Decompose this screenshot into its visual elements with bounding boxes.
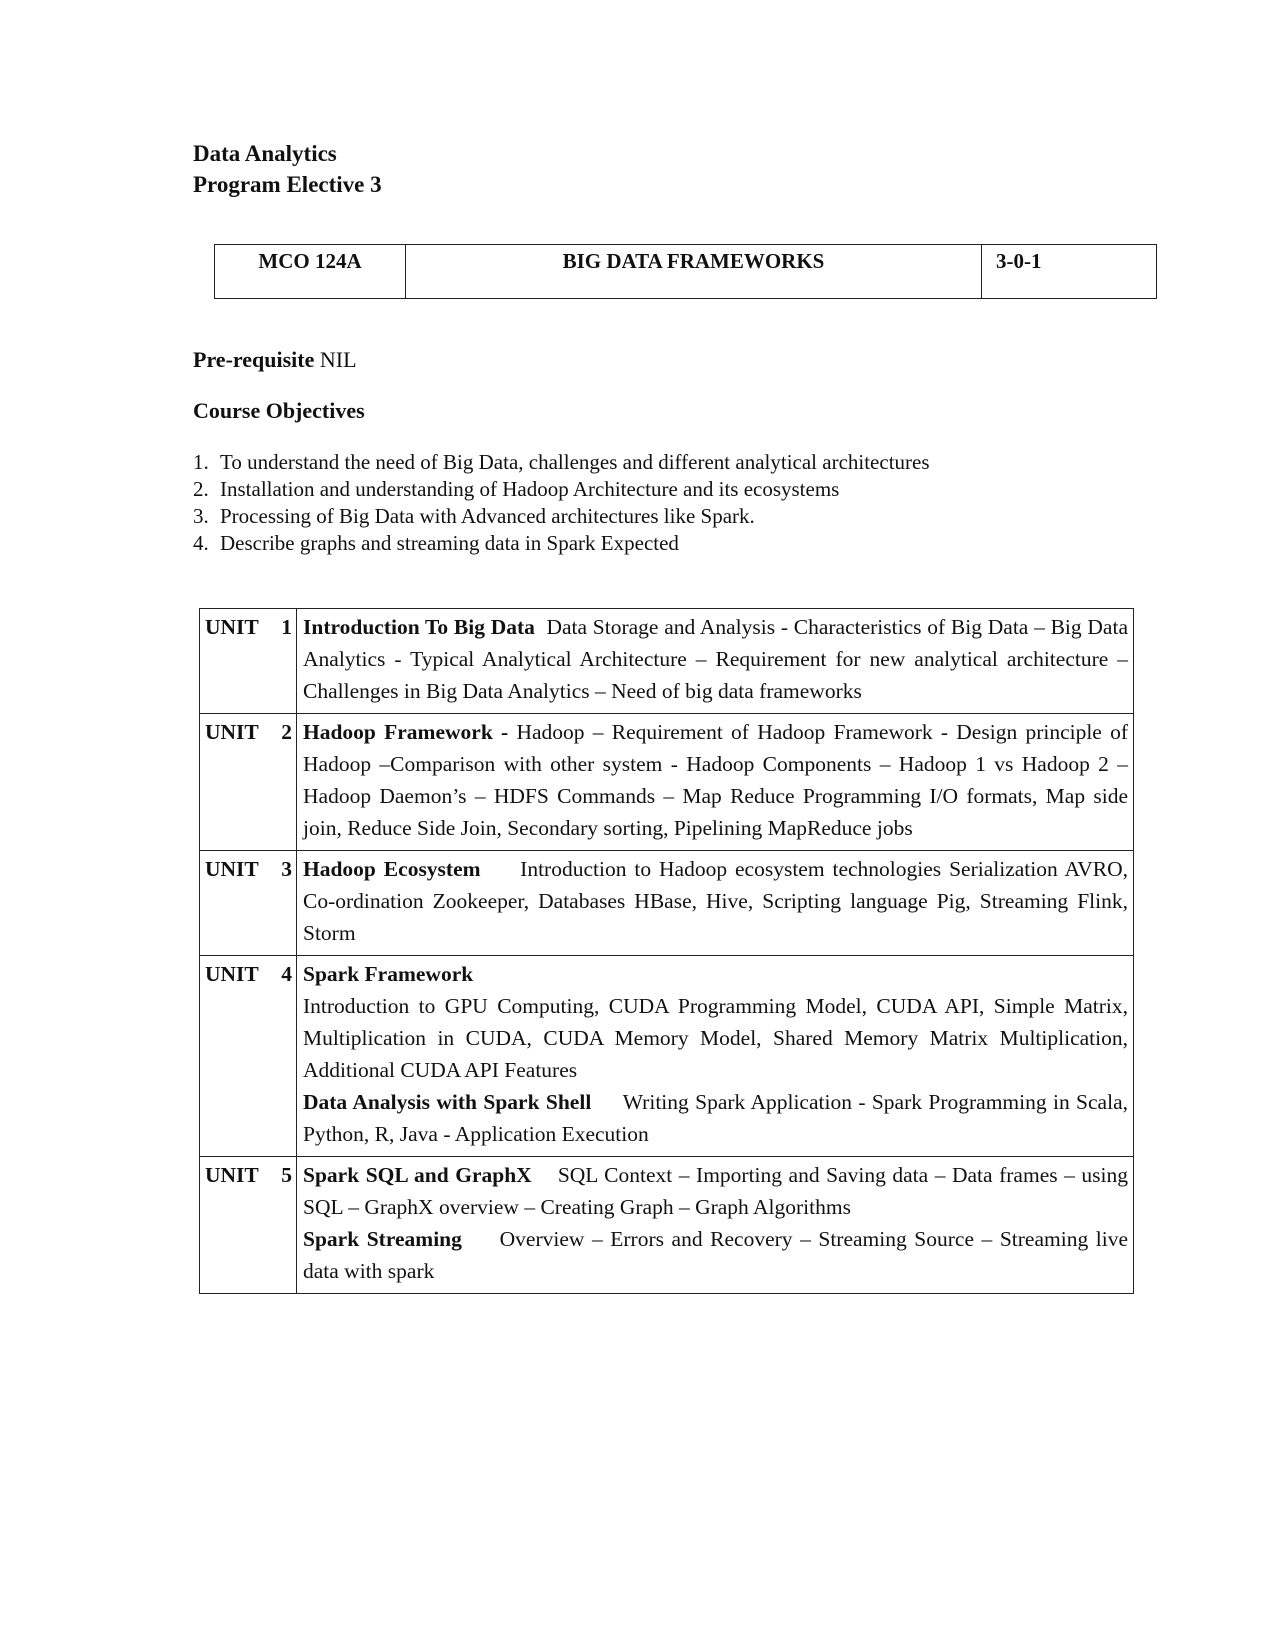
- unit-number: 4: [281, 962, 292, 986]
- prerequisite-label: Pre-requisite: [193, 347, 315, 372]
- objective-item: [193, 449, 930, 476]
- course-ltp: 3-0-1: [982, 245, 1157, 299]
- unit-row: [200, 609, 1134, 714]
- unit-word: UNIT: [205, 720, 259, 744]
- objective-item: [193, 530, 930, 557]
- objective-number: 1.: [193, 450, 209, 474]
- objective-text: Describe graphs and streaming data in Spark Expected: [220, 531, 679, 555]
- unit-content: [297, 714, 1134, 851]
- unit-subtopics: Writing Spark Application - Spark Programming in Scala, Python, R, Java - Application Execution: [303, 1090, 1128, 1146]
- unit-title: Introduction To Big Data: [303, 615, 535, 639]
- unit-content: [297, 609, 1134, 714]
- unit-title: Spark SQL and GraphX: [303, 1163, 532, 1187]
- unit-subtitle: Data Analysis with Spark Shell: [303, 1090, 592, 1114]
- unit-number: 5: [281, 1163, 292, 1187]
- objective-text: To understand the need of Big Data, challenges and different analytical architectures: [220, 450, 930, 474]
- department-title: Data Analytics: [193, 141, 337, 166]
- unit-topics: SQL Context – Importing and Saving data – Data frames – using SQL – GraphX overview – Creating Graph – Graph Algorithms: [303, 1163, 1128, 1219]
- unit-word: UNIT: [205, 615, 259, 639]
- unit-content: [297, 851, 1134, 956]
- unit-number: 2: [281, 720, 292, 744]
- elective-title: Program Elective 3: [193, 172, 382, 197]
- unit-title: Spark Framework: [303, 962, 474, 986]
- objective-number: 2.: [193, 477, 209, 501]
- unit-number: 1: [281, 615, 292, 639]
- objective-number: 4.: [193, 531, 209, 555]
- prerequisite-value: NIL: [319, 347, 357, 372]
- objective-item: [193, 476, 930, 503]
- unit-word: UNIT: [205, 1163, 259, 1187]
- objective-text: Installation and understanding of Hadoop Architecture and its ecosystems: [220, 477, 840, 501]
- unit-subtitle: Spark Streaming: [303, 1227, 462, 1251]
- unit-word: UNIT: [205, 857, 259, 881]
- unit-row: [200, 956, 1134, 1157]
- unit-number: 3: [281, 857, 292, 881]
- unit-topics: Data Storage and Analysis - Characteristics of Big Data – Big Data Analytics - Typical Analytical Architecture – Requirement for new analytical architecture – Challenges in Big Data Analytics – Need of big data frameworks: [303, 615, 1128, 703]
- unit-title: Hadoop Ecosystem: [303, 857, 481, 881]
- unit-row: [200, 714, 1134, 851]
- prerequisite: [193, 347, 357, 373]
- unit-content: [297, 1157, 1134, 1294]
- objectives-heading: Course Objectives: [193, 398, 365, 423]
- unit-label: [200, 956, 297, 1157]
- unit-topics: Introduction to GPU Computing, CUDA Programming Model, CUDA API, Simple Matrix, Multiplication in CUDA, CUDA Memory Model, Shared Memory Matrix Multiplication, Additional CUDA API Features: [303, 994, 1128, 1082]
- course-name: BIG DATA FRAMEWORKS: [406, 245, 982, 299]
- unit-row: [200, 851, 1134, 956]
- course-header-row: [215, 245, 1157, 299]
- unit-word: UNIT: [205, 962, 259, 986]
- title-block: [193, 138, 382, 200]
- objective-item: [193, 503, 930, 530]
- unit-subtopics: Overview – Errors and Recovery – Streaming Source – Streaming live data with spark: [303, 1227, 1129, 1283]
- course-header-table: [214, 244, 1157, 299]
- unit-topics: Introduction to Hadoop ecosystem technologies Serialization AVRO, Co-ordination Zookeeper, Databases HBase, Hive, Scripting language Pig, Streaming Flink, Storm: [303, 857, 1129, 945]
- unit-label: [200, 1157, 297, 1294]
- unit-row: [200, 1157, 1134, 1294]
- unit-topics: Hadoop – Requirement of Hadoop Framework - Design principle of Hadoop –Comparison with other system - Hadoop Components – Hadoop 1 vs Hadoop 2 – Hadoop Daemon’s – HDFS Commands – Map Reduce Programming I/O formats, Map side join, Reduce Side Join, Secondary sorting, Pipelining MapReduce jobs: [303, 720, 1129, 840]
- objective-number: 3.: [193, 504, 209, 528]
- objective-text: Processing of Big Data with Advanced architectures like Spark.: [220, 504, 755, 528]
- unit-title: Hadoop Framework -: [303, 720, 509, 744]
- objectives-list: [193, 449, 930, 557]
- unit-content: [297, 956, 1134, 1157]
- unit-label: [200, 851, 297, 956]
- unit-label: [200, 609, 297, 714]
- course-code: MCO 124A: [215, 245, 406, 299]
- unit-label: [200, 714, 297, 851]
- units-table: [199, 608, 1134, 1294]
